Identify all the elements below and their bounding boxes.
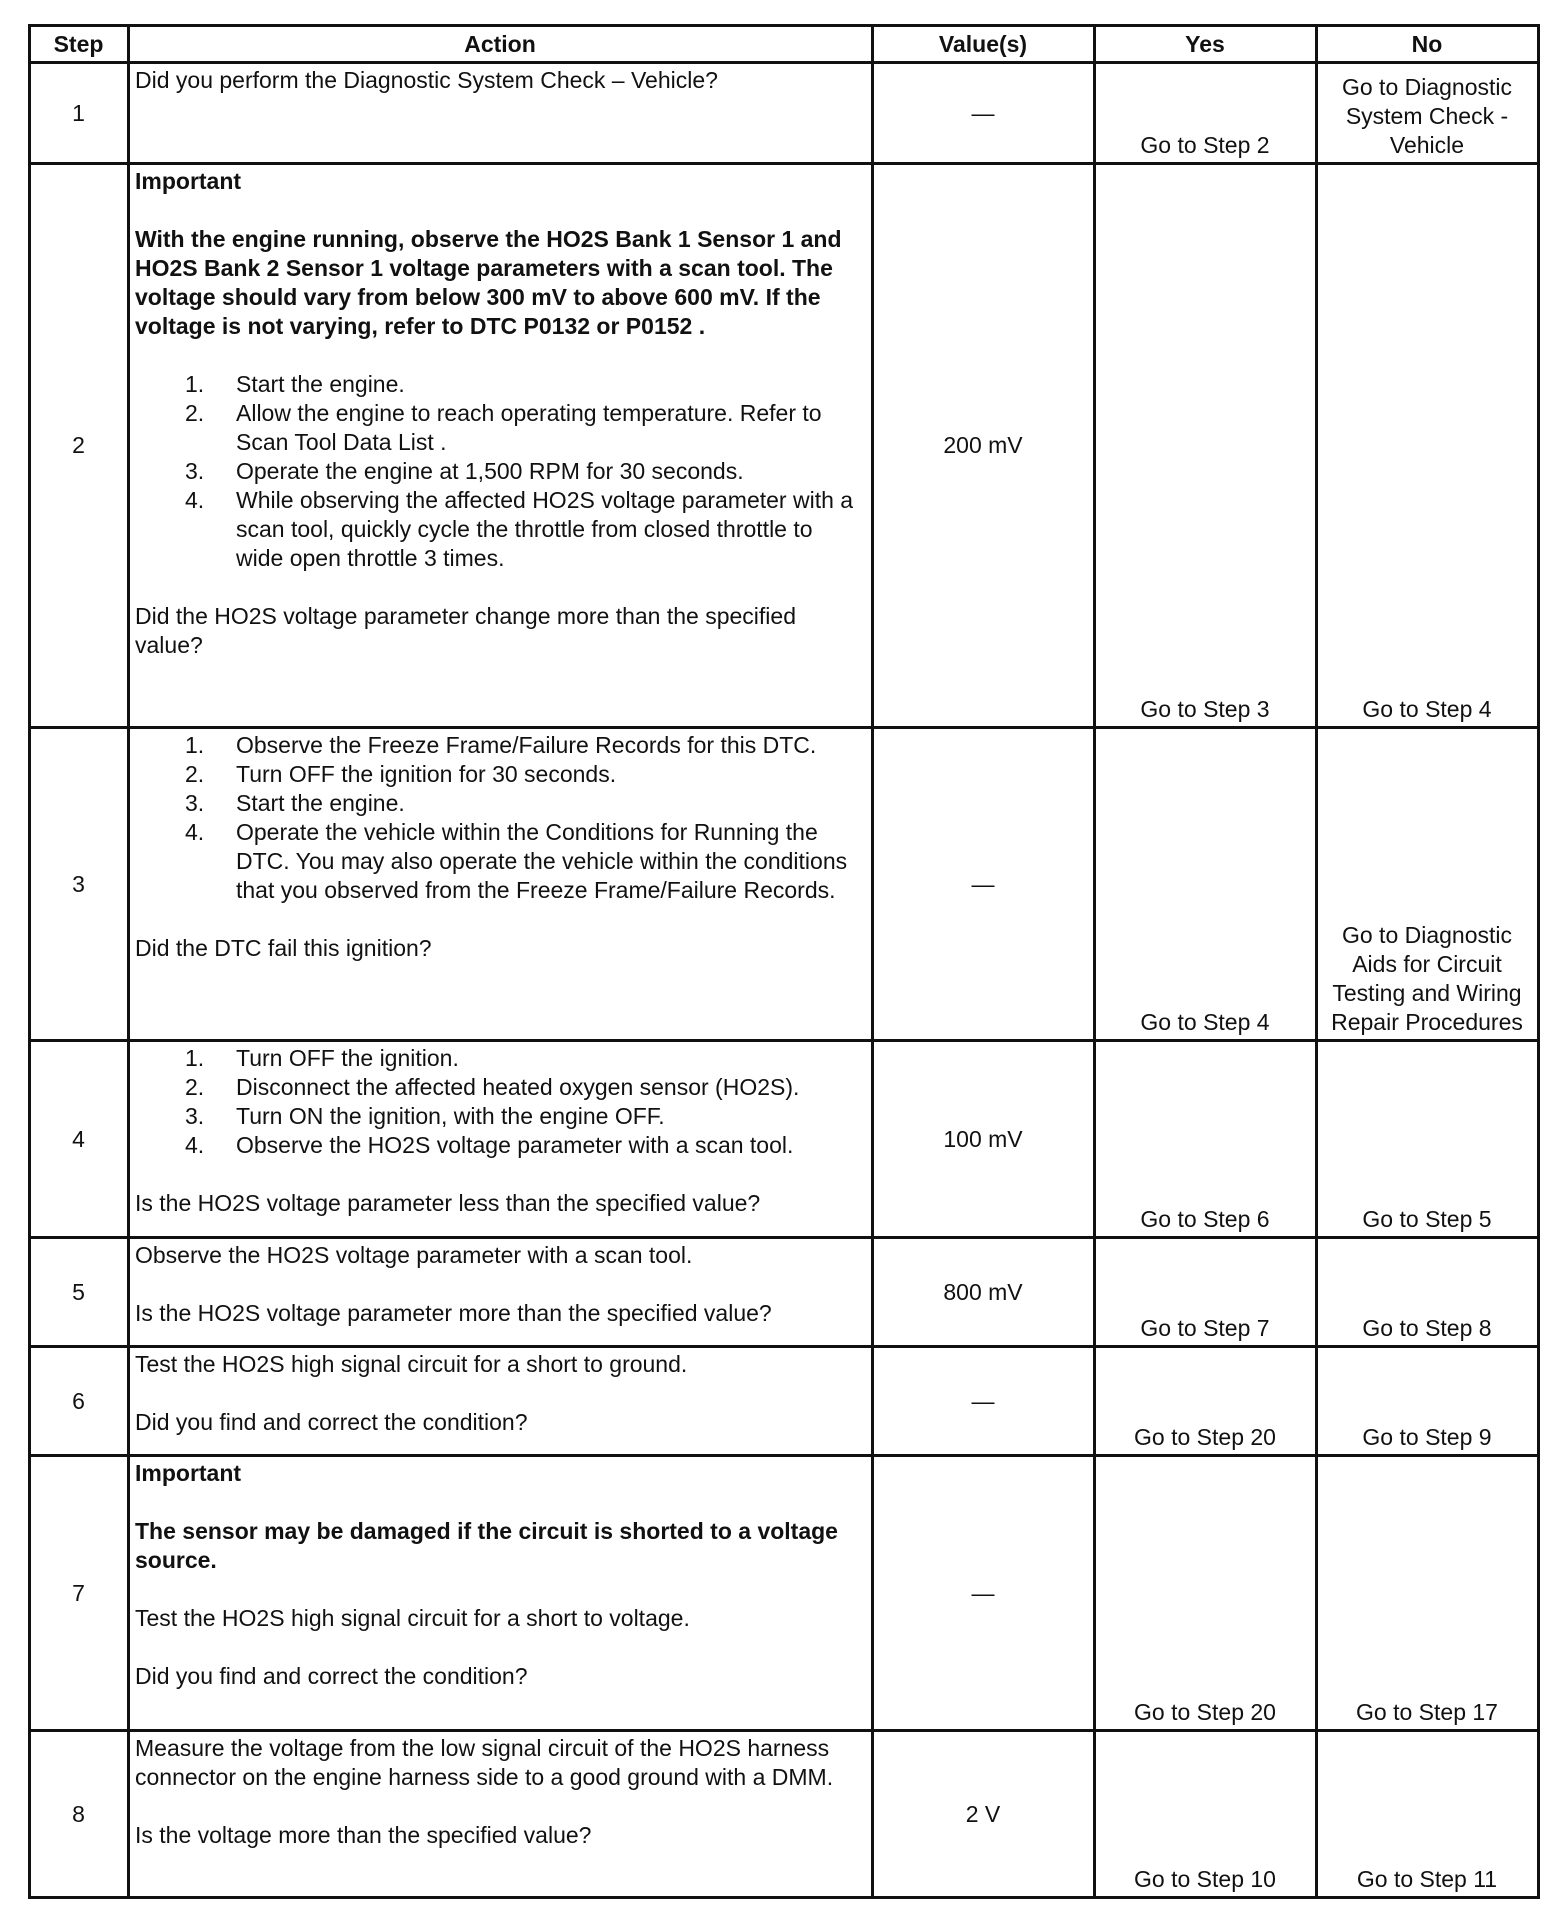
action-text: Observe the HO2S voltage parameter with a scan tool. — [135, 1242, 693, 1268]
step-list — [135, 370, 865, 573]
important-label: Important — [135, 1460, 242, 1486]
yes-cell: Go to Step 7 — [1095, 1238, 1317, 1347]
list-item: 4. Operate the vehicle within the Conditions for Running the DTC. You may also operate the vehicle within the conditions that you observed from the Freeze Frame/Failure Records. — [185, 819, 848, 903]
table-row — [30, 1731, 1539, 1898]
table-row — [30, 728, 1539, 1041]
action-text: Test the HO2S high signal circuit for a short to ground. — [135, 1351, 688, 1377]
value-cell: 2 V — [873, 1731, 1095, 1898]
list-item: 2. Disconnect the affected heated oxygen sensor (HO2S). — [185, 1074, 800, 1100]
important-note: The sensor may be damaged if the circuit is shorted to a voltage source. — [135, 1518, 838, 1573]
value-cell: 200 mV — [873, 164, 1095, 728]
header-values: Value(s) — [873, 26, 1095, 63]
diagnostic-table-container — [28, 24, 1540, 1899]
action-question: Did you find and correct the condition? — [135, 1663, 528, 1689]
yes-cell: Go to Step 6 — [1095, 1041, 1317, 1238]
no-cell: Go to Step 11 — [1317, 1731, 1539, 1898]
action-cell — [129, 728, 873, 1041]
list-item: 3. Turn ON the ignition, with the engine OFF. — [185, 1103, 665, 1129]
yes-cell: Go to Step 3 — [1095, 164, 1317, 728]
step-number: 2 — [30, 164, 129, 728]
yes-cell: Go to Step 20 — [1095, 1456, 1317, 1731]
action-cell — [129, 1041, 873, 1238]
value-cell: — — [873, 1347, 1095, 1456]
list-item: 4. While observing the affected HO2S voltage parameter with a scan tool, quickly cycle the throttle from closed throttle to wide open throttle 3 times. — [185, 487, 854, 571]
yes-cell: Go to Step 4 — [1095, 728, 1317, 1041]
value-cell: 800 mV — [873, 1238, 1095, 1347]
action-question: Did you find and correct the condition? — [135, 1409, 528, 1435]
table-row — [30, 1041, 1539, 1238]
header-yes: Yes — [1095, 26, 1317, 63]
action-cell — [129, 164, 873, 728]
no-cell: Go to Step 17 — [1317, 1456, 1539, 1731]
list-item: 2. Allow the engine to reach operating temperature. Refer to Scan Tool Data List . — [185, 400, 822, 455]
no-cell: Go to Step 9 — [1317, 1347, 1539, 1456]
table-row — [30, 63, 1539, 164]
value-cell: — — [873, 728, 1095, 1041]
list-item: 4. Observe the HO2S voltage parameter with a scan tool. — [185, 1132, 794, 1158]
action-cell — [129, 1456, 873, 1731]
value-cell: 100 mV — [873, 1041, 1095, 1238]
action-cell — [129, 1731, 873, 1898]
header-row — [30, 26, 1539, 63]
no-cell: Go to Step 8 — [1317, 1238, 1539, 1347]
action-cell — [129, 1238, 873, 1347]
no-cell: Go to Step 4 — [1317, 164, 1539, 728]
step-number: 7 — [30, 1456, 129, 1731]
step-number: 3 — [30, 728, 129, 1041]
list-item: 1. Observe the Freeze Frame/Failure Records for this DTC. — [185, 732, 817, 758]
action-text: Measure the voltage from the low signal circuit of the HO2S harness connector on the engine harness side to a good ground with a DMM. — [135, 1735, 834, 1790]
table-row — [30, 1238, 1539, 1347]
list-item: 2. Turn OFF the ignition for 30 seconds. — [185, 761, 617, 787]
action-cell — [129, 63, 873, 164]
action-question: Is the HO2S voltage parameter less than the specified value? — [135, 1190, 761, 1216]
list-item: 1. Start the engine. — [185, 371, 405, 397]
yes-cell: Go to Step 10 — [1095, 1731, 1317, 1898]
action-question: Did the DTC fail this ignition? — [135, 935, 432, 961]
list-item: 3. Operate the engine at 1,500 RPM for 30 seconds. — [185, 458, 744, 484]
action-question: Did the HO2S voltage parameter change more than the specified value? — [135, 603, 796, 658]
header-step: Step — [30, 26, 129, 63]
no-cell: Go to Diagnostic Aids for Circuit Testing and Wiring Repair Procedures — [1317, 728, 1539, 1041]
yes-cell: Go to Step 2 — [1095, 63, 1317, 164]
header-action: Action — [129, 26, 873, 63]
diagnostic-table — [28, 24, 1540, 1899]
important-label: Important — [135, 168, 242, 194]
step-number: 5 — [30, 1238, 129, 1347]
step-list — [135, 1044, 865, 1160]
no-cell: Go to Diagnostic System Check - Vehicle — [1317, 63, 1539, 164]
step-number: 8 — [30, 1731, 129, 1898]
table-row — [30, 1347, 1539, 1456]
value-cell: — — [873, 63, 1095, 164]
step-number: 1 — [30, 63, 129, 164]
step-number: 6 — [30, 1347, 129, 1456]
important-note: With the engine running, observe the HO2S Bank 1 Sensor 1 and HO2S Bank 2 Sensor 1 voltage parameters with a scan tool. The voltage should vary from below 300 mV to above 600 mV. If the voltage is not varying, refer to DTC P0132 or P0152 . — [135, 226, 842, 339]
action-question: Is the voltage more than the specified value? — [135, 1822, 592, 1848]
action-cell — [129, 1347, 873, 1456]
table-row — [30, 1456, 1539, 1731]
step-number: 4 — [30, 1041, 129, 1238]
value-cell: — — [873, 1456, 1095, 1731]
step-list — [135, 731, 865, 905]
no-cell: Go to Step 5 — [1317, 1041, 1539, 1238]
yes-cell: Go to Step 20 — [1095, 1347, 1317, 1456]
action-question: Is the HO2S voltage parameter more than the specified value? — [135, 1300, 772, 1326]
table-row — [30, 164, 1539, 728]
list-item: 1. Turn OFF the ignition. — [185, 1045, 459, 1071]
action-text: Test the HO2S high signal circuit for a short to voltage. — [135, 1605, 690, 1631]
header-no: No — [1317, 26, 1539, 63]
action-text: Did you perform the Diagnostic System Check – Vehicle? — [135, 67, 718, 93]
list-item: 3. Start the engine. — [185, 790, 405, 816]
